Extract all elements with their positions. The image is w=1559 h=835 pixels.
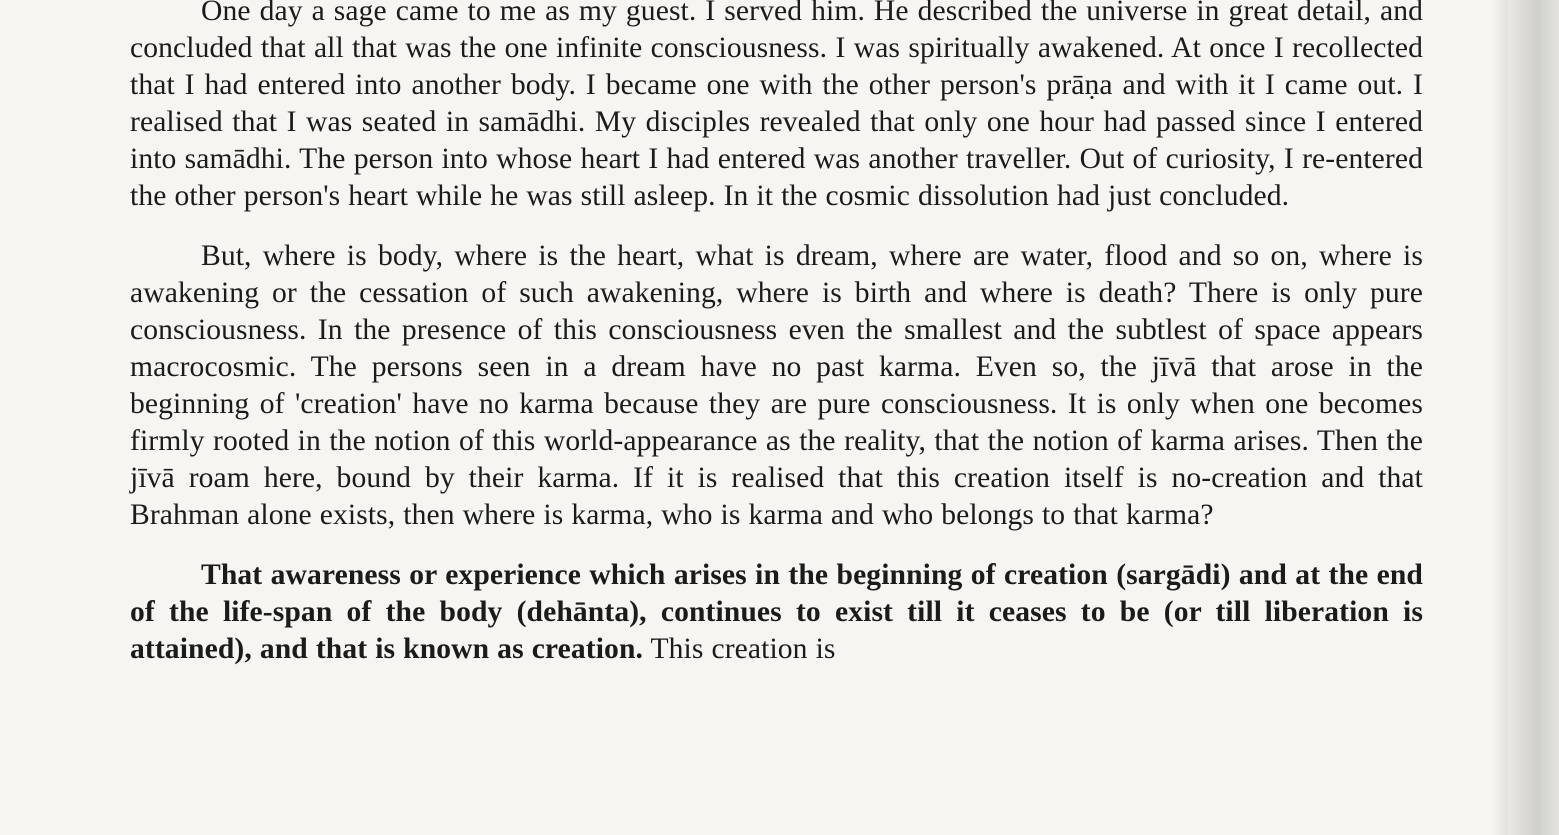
- paragraph-3-commentary: This creation is: [643, 633, 836, 665]
- paragraph-1: One day a sage came to me as my guest. I served him. He described the universe in great detail, and concluded that all that was the one infinite consciousness. I was spiritually awakened. At once I recollected that I had entered into another body. I became one with the other person's prāṇa and with it I came out. I realised that I was seated in samādhi. My disciples revealed that only one hour had passed since I entered into samādhi. The person into whose heart I had entered was another traveller. Out of curiosity, I re-entered the other person's heart while he was still asleep. In it the cosmic dissolution had just concluded.: [130, 0, 1423, 212]
- book-gutter: [1508, 0, 1559, 835]
- paragraph-3: [130, 557, 1423, 668]
- page-text: [130, 0, 1423, 668]
- paragraph-2: But, where is body, where is the heart, what is dream, where are water, flood and so on, where is awakening or the cessation of such awakening, where is birth and where is death? There is only pure consciousness. In the presence of this consciousness even the smallest and the subtlest of space appears macrocosmic. The persons seen in a dream have no past karma. Even so, the jīvā that arose in the beginning of 'creation' have no karma because they are pure consciousness. It is only when one becomes firmly rooted in the notion of this world-appearance as the reality, that the notion of karma arises. Then the jīvā roam here, bound by their karma. If it is realised that this creation itself is no-creation and that Brahman alone exists, then where is karma, who is karma and who belongs to that karma?: [130, 240, 1423, 531]
- page-edge-shadow: [1492, 0, 1508, 835]
- paragraph-3-bold-verse: That awareness or experience which arises in the beginning of creation (sargādi) and at the end of the life-span of the body (dehānta), continues to exist till it ceases to be (or till liberation is attained), and that is known as creation.: [130, 559, 1423, 665]
